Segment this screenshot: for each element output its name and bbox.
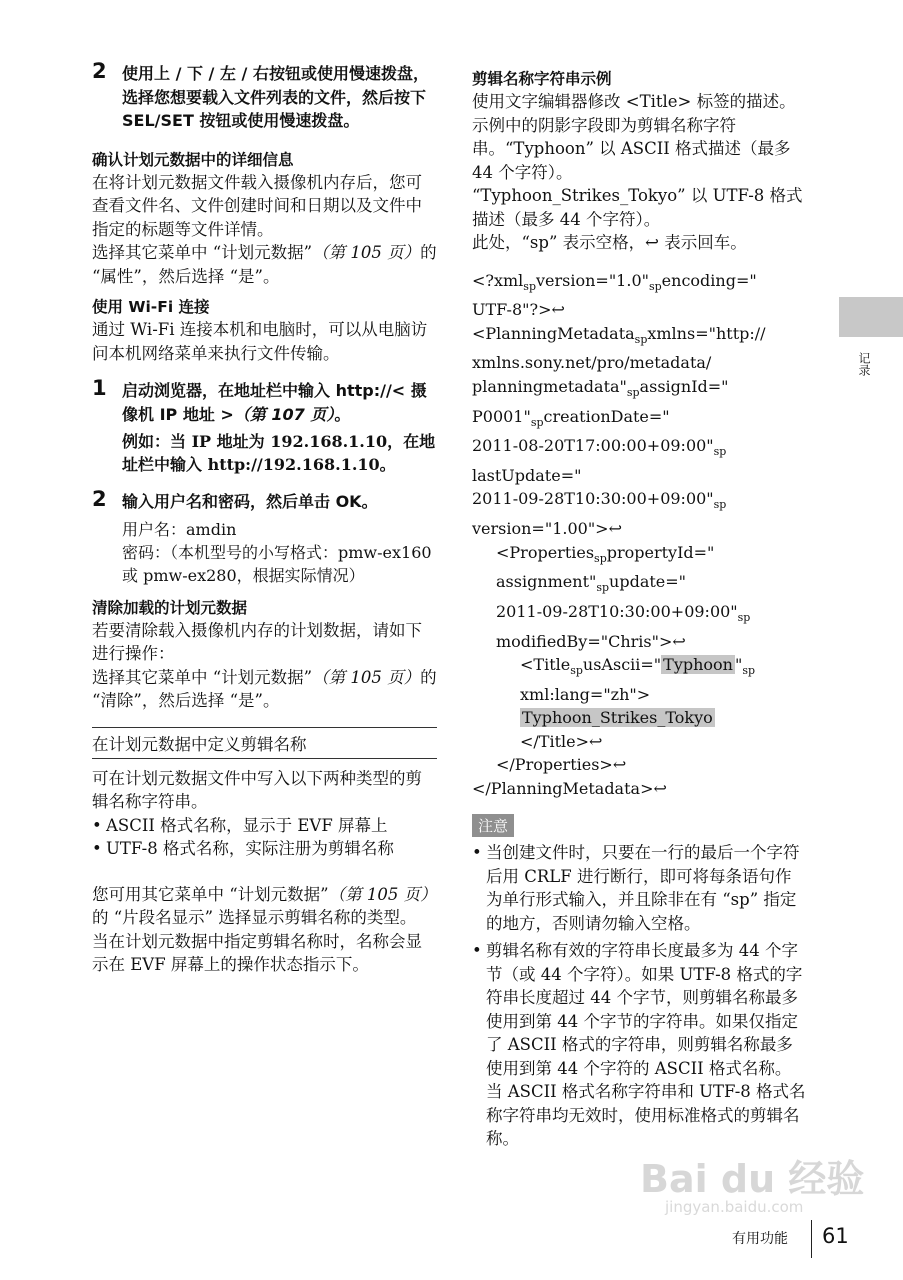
xml-code-block <box>472 269 807 801</box>
note-item-2: • 剪辑名称有效的字符串长度最多为 44 个字节（或 44 个字符）。如果 UTF-8 格式的字符串长度超过 44 个字节，则剪辑名称最多使用到第 44 个字节的字符串。如果仅指定了 ASCII 格式的字符串，则剪辑名称最多使用到第 44 个字符的 ASCII 格式名称。当 ASCII 格式名称字符串和 UTF-8 格式名称字符串均无效时，使用标准格式的剪辑名称。 <box>472 939 807 1151</box>
watermark-logo: Bai du 经验 <box>640 1157 865 1201</box>
left-column <box>92 59 437 977</box>
side-tab-label: 记录 <box>857 352 871 376</box>
watermark-url: jingyan.baidu.com <box>665 1198 804 1216</box>
confirm-text: 在将计划元数据文件载入摄像机内存后，您可查看文件名、文件创建时间和日期以及文件中指定的标题等文件详情。 <box>92 172 422 239</box>
display-text: 您可用其它菜单中 “计划元数据”（第 105 页）的 “片段名显示” 选择显示剪辑名称的类型。 <box>92 884 437 927</box>
step-2-select-file <box>92 59 437 133</box>
return-icon: ↩ <box>653 778 667 798</box>
username-text: 用户名：amdin <box>122 519 237 539</box>
side-tab-marker <box>839 297 903 337</box>
display-text-2: 当在计划元数据中指定剪辑名称时，名称会显示在 EVF 屏幕上的操作状态指示下。 <box>92 931 422 974</box>
example-text-1: 使用文字编辑器修改 <Title> 标签的描述。 <box>472 92 796 111</box>
code-line: $planningmetadata"_{sp}assignId=$" <box>472 376 729 400</box>
step-number: 2 <box>92 487 107 511</box>
clear-instruction: 选择其它菜单中 “计划元数据”（第 105 页）的 “清除”，然后选择 “是”。 <box>92 667 437 710</box>
step-number: 2 <box>92 59 107 83</box>
example-text-3: “Typhoon_Strikes_Tokyo” 以 UTF-8 格式描述（最多 44 个字符）。 <box>472 186 803 229</box>
code-line: $2011-09-28T10:30:00+09:00"_{sp}$ <box>472 489 727 512</box>
code-line: $2011-09-28T10:30:00+09:00"_{sp}$ <box>496 602 751 625</box>
code-line: $assignment"_{sp}update=$" <box>496 572 687 595</box>
return-icon: ↩ <box>589 731 603 751</box>
right-column <box>472 62 807 1151</box>
password-text: 密码：（本机型号的小写格式：pmw-ex160 或 pmw-ex280，根据实际情况） <box>122 542 432 585</box>
step-2-enter-credentials: 2 输入用户名和密码，然后单击 OK。 <box>92 487 378 511</box>
code-line: <Properties$_{sp}$propertyId=" <box>496 542 715 565</box>
bullet-ascii: • ASCII 格式名称，显示于 EVF 屏幕上 <box>92 814 437 838</box>
return-icon: ↩ <box>672 631 686 651</box>
page-reference: （第 107 页） <box>233 404 335 424</box>
bullet-utf8: • UTF-8 格式名称，实际注册为剪辑名称 <box>92 837 437 861</box>
page-reference: （第 105 页） <box>312 667 421 687</box>
wifi-text: 通过 Wi-Fi 连接本机和电脑时，可以从电脑访问本机网络菜单来执行文件传输。 <box>92 320 428 363</box>
code-line: </Title>↩ <box>520 731 603 751</box>
return-icon: ↩ <box>551 300 565 320</box>
code-line: $<?xml_{sp}version="1.0"_{sp}encoding=$" <box>472 270 757 293</box>
section-title: 在计划元数据中定义剪辑名称 <box>92 727 437 759</box>
note-item-1: • 当创建文件时，只要在一行的最后一个字符后用 CRLF 进行断行，即可将每条语句作为单行形式输入，并且除非在有 “sp” 指定的地方，否则请勿输入空格。 <box>472 841 807 935</box>
code-line: </PlanningMetadata>↩ <box>472 778 667 798</box>
clear-heading: 清除加载的计划元数据 <box>92 598 248 617</box>
page-number: 61 <box>822 1224 849 1248</box>
example-heading: 剪辑名称字符串示例 <box>472 70 612 88</box>
note-label: 注意 <box>472 814 514 837</box>
step-text: 使用上 / 下 / 左 / 右按钮或使用慢速拨盘，选择您想要载入文件列表的文件，然后按下 SEL/SET 按钮或使用慢速拨盘。 <box>122 64 429 130</box>
code-line: <Title$_{sp}$usAscii=" Typhoon "$_{sp}$ <box>520 655 756 678</box>
highlight-utf8-name: Typhoon_Strikes_Tokyo <box>522 708 713 728</box>
code-line: modifiedBy="Chris">↩ <box>496 631 686 651</box>
return-icon: ↩ <box>612 755 627 775</box>
example-text-2: 示例中的阴影字段即为剪辑名称字符串。“Typhoon” 以 ASCII 格式描述（最多 44 个字符）。 <box>472 115 791 182</box>
wifi-heading: 使用 Wi-Fi 连接 <box>92 298 210 316</box>
section-text: 可在计划元数据文件中写入以下两种类型的剪辑名称字符串。 <box>92 768 422 811</box>
confirm-instruction: 选择其它菜单中 “计划元数据”（第 105 页）的 “属性”，然后选择 “是”。 <box>92 243 437 286</box>
clear-text: 若要清除载入摄像机内存的计划数据，请如下进行操作： <box>92 620 422 663</box>
code-line: UTF-8"?>↩ <box>472 300 565 320</box>
step-number: 1 <box>92 376 107 400</box>
code-line: xml:lang="zh"> <box>520 684 651 704</box>
code-line: $2011-08-20T17:00:00+09:00"_{sp}$ <box>472 436 727 459</box>
step-1-open-browser: 1 启动浏览器，在地址栏中输入 http://< 摄像机 IP 地址 >（第 107 页）。 <box>92 376 427 424</box>
footer-section: 有用功能 <box>732 1231 788 1247</box>
confirm-heading: 确认计划元数据中的详细信息 <box>92 150 294 169</box>
code-line: $P0001"_{sp}creationDate=$" <box>472 406 670 429</box>
highlight-ascii-name: Typhoon <box>663 655 733 675</box>
code-line: version="1.00">↩ <box>472 519 622 539</box>
code-line: <PlanningMetadata$_{sp}$xmlns="http:// <box>472 323 766 346</box>
page-reference: （第 105 页） <box>312 243 421 262</box>
code-line: xmlns.sony.net/pro/metadata/ <box>472 353 712 373</box>
footer-divider <box>811 1220 812 1258</box>
example-text-4: 此处，“sp” 表示空格，↩ 表示回车。 <box>472 233 747 252</box>
return-icon: ↩ <box>608 519 622 539</box>
page-reference: （第 105 页） <box>328 884 437 904</box>
step-1-example: 例如：当 IP 地址为 192.168.1.10，在地址栏中输入 http://192.168.1.10。 <box>122 432 436 474</box>
code-line: lastUpdate=" <box>472 465 582 485</box>
code-line <box>472 706 807 730</box>
code-line: </Properties>↩ <box>496 755 627 775</box>
